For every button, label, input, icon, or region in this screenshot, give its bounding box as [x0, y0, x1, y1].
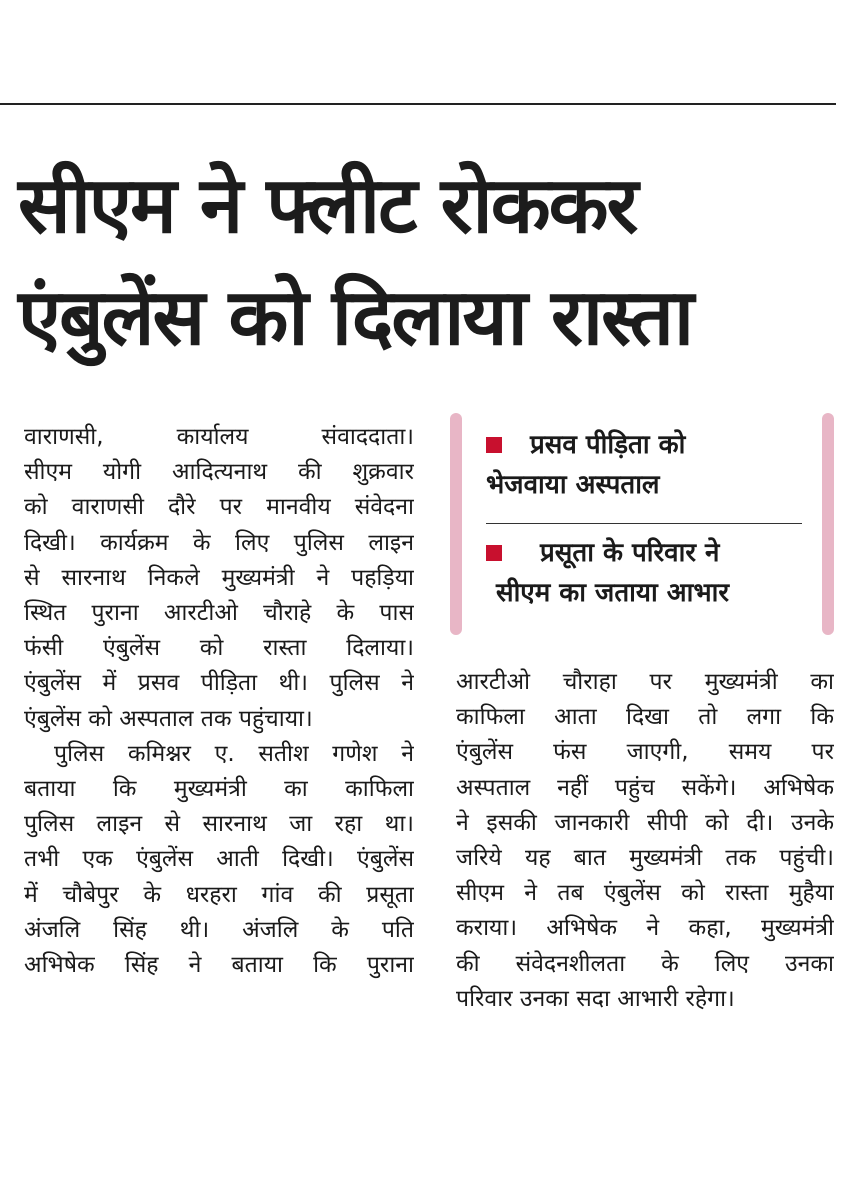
body-line: जरिये यह बात मुख्यमंत्री तक पहुंची।	[456, 845, 834, 872]
body-line: स्थित पुराना आरटीओ चौराहे के पास	[24, 600, 414, 627]
body-line: बताया कि मुख्यमंत्री का काफिला	[24, 776, 414, 803]
body-line: से सारनाथ निकले मुख्यमंत्री ने पहड़िया	[24, 564, 414, 591]
body-line: परिवार उनका सदा आभारी रहेगा।	[456, 985, 735, 1012]
article-column-left	[24, 420, 414, 983]
bullet-square-icon	[486, 545, 502, 561]
body-line: काफिला आता दिखा तो लगा कि	[456, 704, 834, 731]
body-line: आरटीओ चौराहा पर मुख्यमंत्री का	[456, 669, 834, 695]
highlight-line-2: सीएम का जताया आभार	[496, 578, 729, 608]
body-line: एंबुलेंस में प्रसव पीड़िता थी। पुलिस ने	[24, 670, 414, 697]
body-line: कराया। अभिषेक ने कहा, मुख्यमंत्री	[456, 915, 834, 942]
highlight-line-1: प्रसूता के परिवार ने	[540, 538, 720, 568]
highlights-box	[450, 413, 834, 635]
highlight-text	[496, 533, 840, 613]
highlight-text	[486, 425, 830, 505]
body-line: की संवेदनशीलता के लिए उनका	[456, 950, 834, 977]
highlight-line-2: भेजवाया अस्पताल	[486, 470, 660, 500]
headline	[18, 150, 818, 374]
body-line: अस्पताल नहीं पहुंच सकेंगे। अभिषेक	[456, 774, 834, 801]
body-line: दिखी। कार्यक्रम के लिए पुलिस लाइन	[24, 529, 414, 556]
body-line: में चौबेपुर के धरहरा गांव की प्रसूता	[24, 881, 414, 908]
body-line: एंबुलेंस फंस जाएगी, समय पर	[456, 739, 834, 766]
highlight-line-1: प्रसव पीड़िता को	[530, 430, 686, 460]
article-column-right	[456, 665, 834, 1017]
bullet-square-icon	[486, 437, 502, 453]
highlight-divider	[486, 523, 802, 524]
headline-line-1: सीएम ने फ्लीट रोककर	[18, 161, 637, 251]
body-line: फंसी एंबुलेंस को रास्ता दिलाया।	[24, 635, 414, 662]
body-line: तभी एक एंबुलेंस आती दिखी। एंबुलेंस	[24, 846, 414, 873]
body-line: पुलिस कमिश्नर ए. सतीश गणेश ने	[54, 740, 414, 767]
body-line: अभिषेक सिंह ने बताया कि पुराना	[24, 952, 414, 979]
body-line: एंबुलेंस को अस्पताल तक पहुंचाया।	[24, 705, 313, 732]
body-line: सीएम योगी आदित्यनाथ की शुक्रवार	[24, 459, 414, 486]
body-line: वाराणसी, कार्यालय संवाददाता।	[24, 424, 414, 450]
highlight-bar-left	[450, 413, 462, 635]
body-line: को वाराणसी दौरे पर मानवीय संवेदना	[24, 494, 414, 521]
body-line: ने इसकी जानकारी सीपी को दी। उनके	[456, 809, 834, 836]
body-line: अंजलि सिंह थी। अंजलि के पति	[24, 916, 414, 943]
top-rule	[0, 103, 836, 105]
body-line: पुलिस लाइन से सारनाथ जा रहा था।	[24, 811, 414, 838]
headline-line-2: एंबुलेंस को दिलाया रास्ता	[18, 273, 693, 363]
body-line: सीएम ने तब एंबुलेंस को रास्ता मुहैया	[456, 880, 834, 907]
